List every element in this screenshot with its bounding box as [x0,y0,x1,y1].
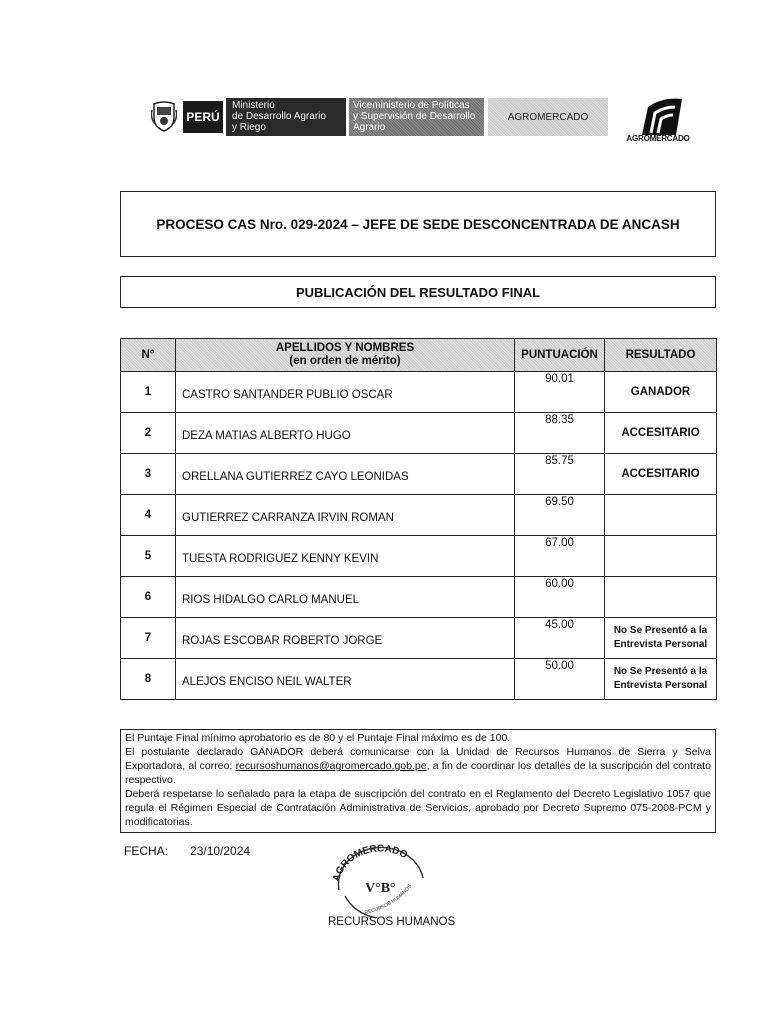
row-result: No Se Presentó a la Entrevista Personal [605,618,717,659]
row-name: CASTRO SANTANDER PUBLIO OSCAR [176,372,515,413]
row-score: 69.50 [515,495,605,536]
row-result [605,495,717,536]
table-row [121,372,717,413]
ministry-logo [226,98,346,136]
email-link[interactable]: recursoshumanos@agromercado.gob.pe [235,760,427,772]
row-score: 50.00 [515,659,605,700]
table-row [121,536,717,577]
agromercado-label: AGROMERCADO [488,98,608,136]
row-score: 85.75 [515,454,605,495]
table-row [121,659,717,700]
row-score: 90.01 [515,372,605,413]
row-num: 6 [121,577,176,618]
approval-stamp [325,838,435,918]
stamp-bottom-text: RECURSOS HUMANOS [364,883,414,916]
row-result: GANADOR [605,372,717,413]
table-row [121,618,717,659]
header-name-line1: APELLIDOS Y NOMBRES [275,342,415,354]
row-result [605,577,717,618]
row-num: 1 [121,372,176,413]
ministry-line: de Desarrollo Agrario [232,111,326,122]
date-label: FECHA: [124,844,169,858]
notes-box [120,729,716,833]
results-table [120,338,717,700]
vice-line: Agrario [353,122,386,133]
row-score: 67.00 [515,536,605,577]
ministry-line: y Riego [232,122,266,133]
row-result: ACCESITARIO [605,413,717,454]
date-value: 23/10/2024 [190,844,251,858]
note-text: , a fin de coordinar los detalles de la suscripción del contrato respectivo. [125,760,711,786]
row-num: 2 [121,413,176,454]
row-score: 88.35 [515,413,605,454]
header-score: PUNTUACIÓN [515,339,605,372]
agromercado-logo-text: AGROMERCADO [626,134,690,143]
note-line: El Puntaje Final mínimo aprobatorio es de 80 y el Puntaje Final máximo es de 100. [125,732,511,744]
note-text: El postulante declarado GANADOR deberá comunicarse con la Unidad de Recursos Humanos de Sierra y Selva Exportadora, al correo: [125,746,711,772]
header-name-line2: (en orden de mérito) [289,355,401,367]
header-name [176,339,515,372]
row-name: RIOS HIDALGO CARLO MANUEL [176,577,515,618]
row-name: ORELLANA GUTIERREZ CAYO LEONIDAS [176,454,515,495]
stamp-center-text: V°B° [365,881,396,896]
row-name: ROJAS ESCOBAR ROBERTO JORGE [176,618,515,659]
peru-badge: PERÚ [183,101,223,133]
table-row [121,454,717,495]
table-header-row [121,339,717,372]
coat-of-arms-icon [151,100,177,132]
row-num: 8 [121,659,176,700]
header-result: RESULTADO [605,339,717,372]
row-num: 4 [121,495,176,536]
table-row [121,577,717,618]
row-score: 45.00 [515,618,605,659]
ministry-line: Ministerio [232,100,275,111]
vice-line: Viceministerio de Políticas [353,100,470,111]
table-row [121,413,717,454]
process-title: PROCESO CAS Nro. 029-2024 – JEFE DE SEDE DESCONCENTRADA DE ANCASH [120,191,716,257]
signature-unit: RECURSOS HUMANOS [328,916,456,928]
header-num: N° [121,339,176,372]
row-result: ACCESITARIO [605,454,717,495]
stamp-top-text: AGROMERCADO [331,843,410,883]
vice-line: y Supervisión de Desarrollo [353,111,476,122]
row-num: 7 [121,618,176,659]
row-result [605,536,717,577]
row-score: 60.00 [515,577,605,618]
viceministry-logo [349,98,484,136]
row-result: No Se Presentó a la Entrevista Personal [605,659,717,700]
row-name: TUESTA RODRIGUEZ KENNY KEVIN [176,536,515,577]
row-name: ALEJOS ENCISO NEIL WALTER [176,659,515,700]
note-line: Deberá respetarse lo señalado para la etapa de suscripción del contrato en el Reglamento del Decreto Legislativo 1057 que regula el Régimen Especial de Contratación Administrativa de Servicios, aprobado por Decreto Supremo 075-2008-PCM y modificatorias. [125,788,711,828]
publication-subtitle: PUBLICACIÓN DEL RESULTADO FINAL [120,276,716,308]
row-name: DEZA MATIAS ALBERTO HUGO [176,413,515,454]
row-num: 3 [121,454,176,495]
date-line [124,844,250,858]
row-num: 5 [121,536,176,577]
table-row [121,495,717,536]
row-name: GUTIERREZ CARRANZA IRVIN ROMAN [176,495,515,536]
note-line [125,745,711,787]
